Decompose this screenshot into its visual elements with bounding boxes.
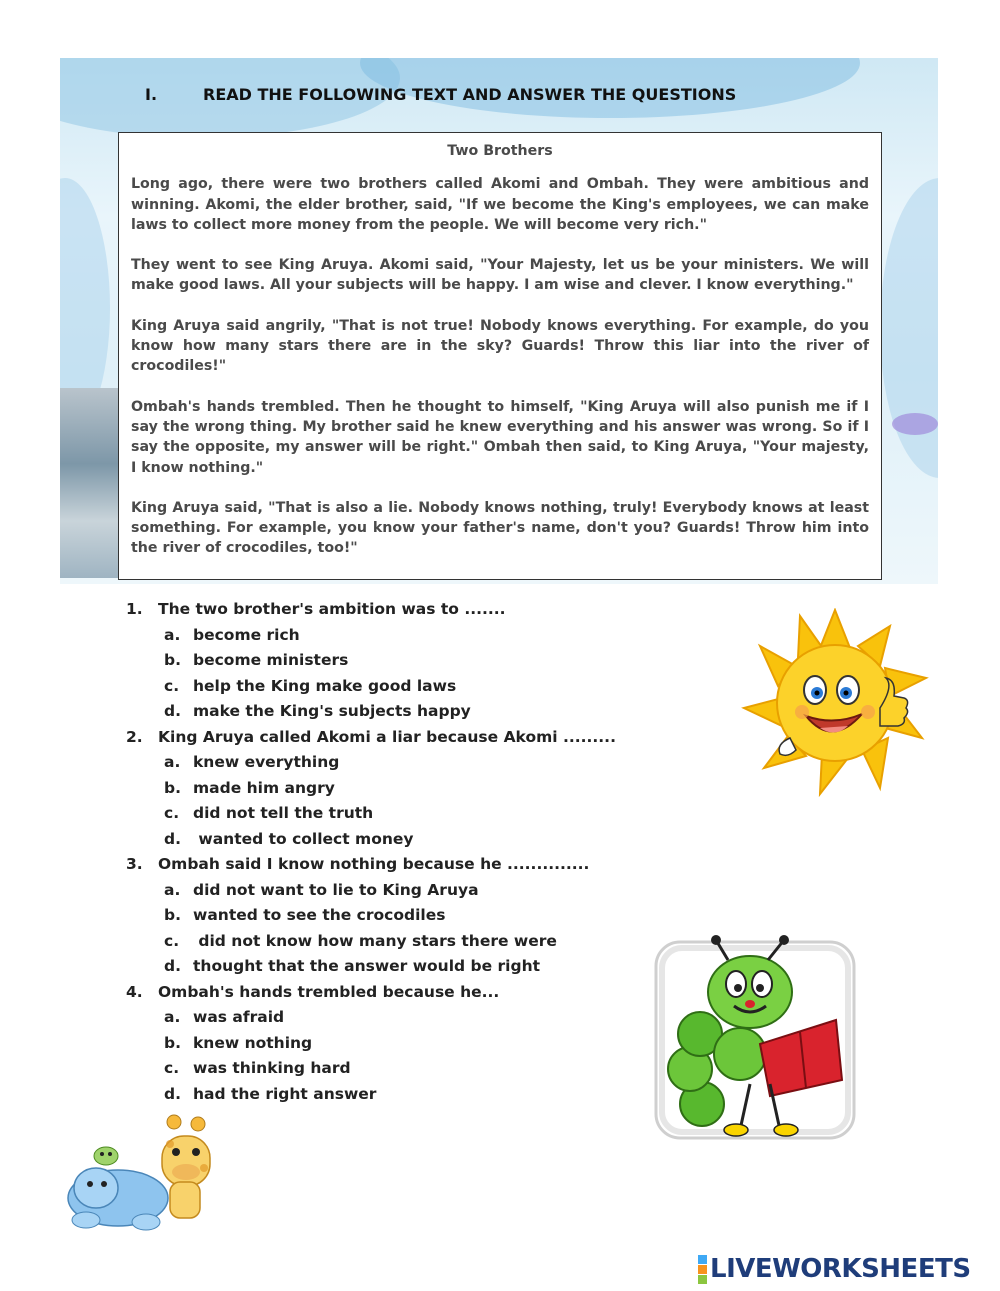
option-1c[interactable] bbox=[126, 674, 616, 700]
option-2b[interactable] bbox=[126, 776, 616, 802]
option-3c[interactable] bbox=[126, 929, 616, 955]
option-2a[interactable] bbox=[126, 750, 616, 776]
option-1d[interactable] bbox=[126, 699, 616, 725]
question-text: Ombah's hands trembled because he... bbox=[158, 982, 500, 1001]
option-letter: d. bbox=[164, 1084, 181, 1103]
option-letter: b. bbox=[164, 906, 181, 924]
question-4 bbox=[126, 980, 616, 1006]
option-letter: a. bbox=[164, 625, 181, 644]
option-4c[interactable] bbox=[126, 1056, 616, 1082]
option-text: become ministers bbox=[193, 651, 349, 669]
question-text: The two brother's ambition was to ....... bbox=[158, 600, 506, 618]
option-2d[interactable] bbox=[126, 827, 616, 853]
option-letter: c. bbox=[164, 931, 180, 950]
option-text: was thinking hard bbox=[193, 1059, 351, 1077]
question-text: King Aruya called Akomi a liar because Akomi ......... bbox=[158, 727, 616, 746]
option-letter: d. bbox=[164, 957, 181, 975]
story-paragraph-5: King Aruya said, "That is also a lie. Nobody knows nothing, truly! Everybody knows at least something. For example, you know your father's name, don't you? Guards! Throw him into the river of crocodiles, too!" bbox=[131, 499, 869, 557]
book-stack-decoration bbox=[60, 388, 120, 578]
option-letter: c. bbox=[164, 804, 180, 822]
option-letter: b. bbox=[164, 1033, 181, 1052]
question-number: 1. bbox=[126, 600, 143, 618]
option-letter: a. bbox=[164, 753, 181, 771]
logo-text: LIVEWORKSHEETS bbox=[710, 1254, 971, 1284]
story-paragraph-3: King Aruya said angrily, "That is not true! Nobody knows everything. For example, do you know how many stars there are in the sky? Guards! Throw this liar into the river of crocodiles!" bbox=[131, 317, 869, 375]
question-number: 4. bbox=[126, 982, 143, 1001]
question-2 bbox=[126, 725, 616, 751]
question-text: Ombah said I know nothing because he .............. bbox=[158, 855, 590, 873]
question-1 bbox=[126, 597, 616, 623]
option-text: help the King make good laws bbox=[193, 676, 457, 695]
option-letter: d. bbox=[164, 702, 181, 720]
option-3d[interactable] bbox=[126, 954, 616, 980]
option-text: wanted to see the crocodiles bbox=[193, 906, 446, 924]
option-2c[interactable] bbox=[126, 801, 616, 827]
option-letter: c. bbox=[164, 676, 180, 695]
story-paragraph-2: They went to see King Aruya. Akomi said, "Your Majesty, let us be your ministers. We will make good laws. All your subjects will be happy. I am wise and clever. I know everything." bbox=[131, 257, 869, 294]
option-text: had the right answer bbox=[193, 1084, 377, 1103]
option-text: did not want to lie to King Aruya bbox=[193, 880, 479, 899]
option-4b[interactable] bbox=[126, 1031, 616, 1057]
option-text: was afraid bbox=[193, 1008, 285, 1026]
option-letter: d. bbox=[164, 829, 181, 848]
question-number: 2. bbox=[126, 727, 143, 746]
purple-cloud-decoration bbox=[892, 413, 938, 435]
option-text: make the King's subjects happy bbox=[193, 702, 471, 720]
option-letter: a. bbox=[164, 1008, 181, 1026]
option-3b[interactable] bbox=[126, 903, 616, 929]
story-title: Two Brothers bbox=[447, 143, 553, 159]
section-instruction: READ THE FOLLOWING TEXT AND ANSWER THE QUESTIONS bbox=[203, 85, 737, 104]
section-number: I. bbox=[145, 85, 158, 104]
question-3 bbox=[126, 852, 616, 878]
option-text: become rich bbox=[193, 625, 300, 644]
option-1b[interactable] bbox=[126, 648, 616, 674]
option-text: made him angry bbox=[193, 778, 335, 797]
option-4d[interactable] bbox=[126, 1082, 616, 1108]
story-paragraph-4: Ombah's hands trembled. Then he thought to himself, "King Aruya will also punish me if I say the wrong thing. My brother said he knew everything and his answer was wrong. So if I say the opposite, my answer will be right." Ombah then said, to King Aruya, "Your majesty, I know nothing." bbox=[131, 398, 869, 476]
story-box bbox=[118, 132, 882, 580]
option-text: knew everything bbox=[193, 753, 340, 771]
question-list bbox=[126, 597, 616, 1107]
option-4a[interactable] bbox=[126, 1005, 616, 1031]
smiling-sun-icon bbox=[740, 608, 930, 798]
option-text: thought that the answer would be right bbox=[193, 957, 541, 975]
option-3a[interactable] bbox=[126, 878, 616, 904]
liveworksheets-logo bbox=[698, 1254, 971, 1284]
section-heading bbox=[145, 85, 736, 104]
option-letter: a. bbox=[164, 880, 181, 899]
option-text: wanted to collect money bbox=[193, 829, 414, 848]
option-letter: b. bbox=[164, 651, 181, 669]
option-text: did not know how many stars there were bbox=[193, 931, 557, 950]
hippo-giraffe-icon bbox=[66, 1112, 226, 1232]
logo-blocks-icon bbox=[698, 1255, 707, 1284]
caterpillar-reading-icon bbox=[650, 934, 860, 1144]
option-text: did not tell the truth bbox=[193, 804, 374, 822]
question-number: 3. bbox=[126, 855, 143, 873]
option-text: knew nothing bbox=[193, 1033, 313, 1052]
option-letter: b. bbox=[164, 778, 181, 797]
option-letter: c. bbox=[164, 1059, 180, 1077]
option-1a[interactable] bbox=[126, 623, 616, 649]
story-paragraph-1: Long ago, there were two brothers called Akomi and Ombah. They were ambitious and winning. Akomi, the elder brother, said, "If we become the King's employees, we can make laws to collect more money from the people. We will become very rich." bbox=[131, 176, 869, 233]
